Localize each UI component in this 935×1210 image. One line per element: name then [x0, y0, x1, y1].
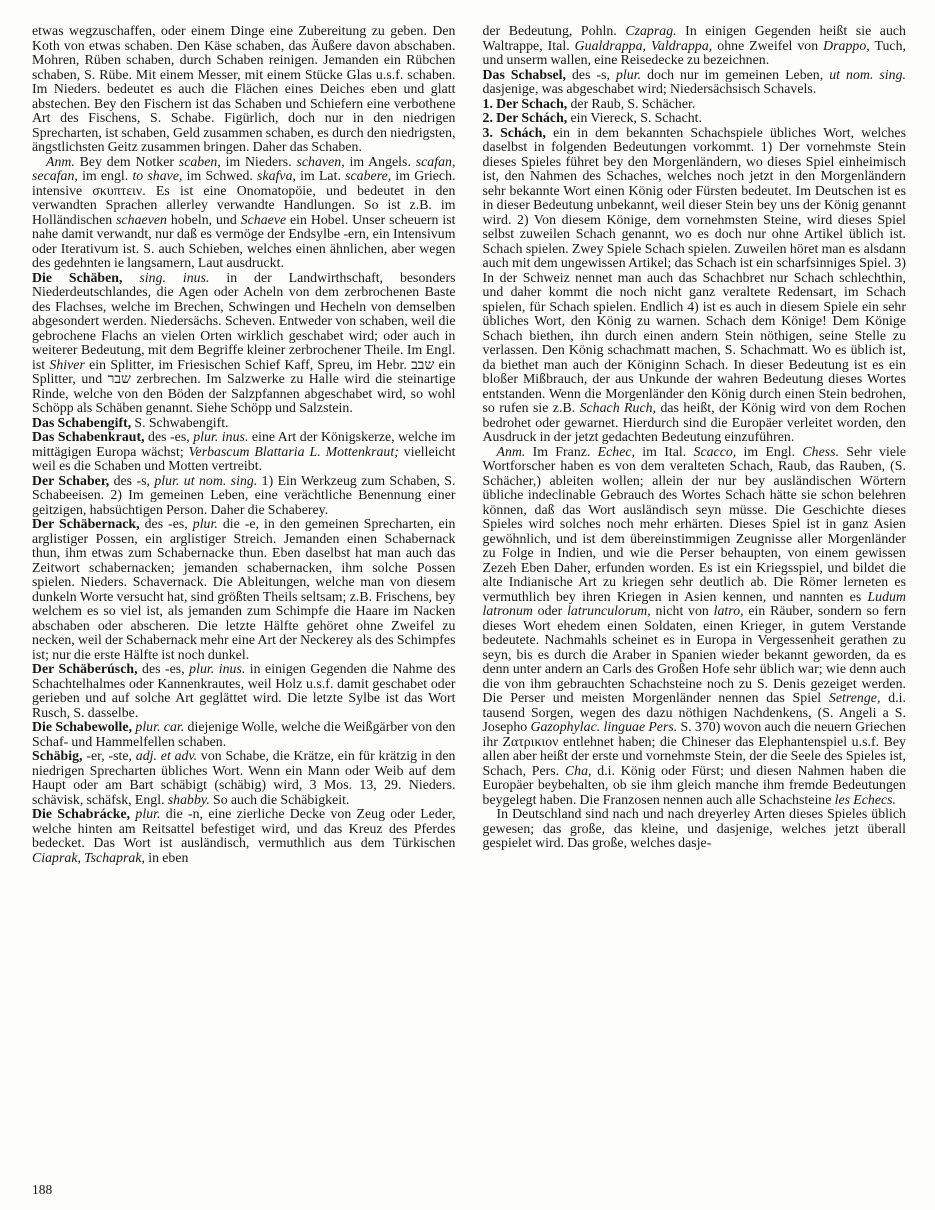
foreign-term: Ludum latronum	[482, 588, 906, 618]
foreign-term: Schach Ruch,	[579, 400, 657, 415]
paragraph: Der Schäberúsch, des -es, plur. inus. in einigen Gegenden die Nahme des Schachtelhalmes oder Kannenkrautes, weil Holz u.s.f. damit geschabet oder gerieben und auf solche Art geglättet wird. Die letzte Sylbe ist das Wort Rusch, S. dasselbe.	[32, 661, 456, 720]
foreign-term: plur. inus.	[193, 429, 249, 444]
foreign-term: Shiver	[49, 356, 85, 372]
paragraph: Der Schaber, des -s, plur. ut nom. sing. 1) Ein Werkzeug zum Schaben, S. Schabeeisen. 2) Im gemeinen Leben, eine verächtliche Benennung einer geitzigen, habsüchtigen Person. Daher die Schaberey.	[32, 472, 456, 517]
foreign-term: latrunculorum,	[567, 603, 651, 618]
paragraph: 1. Der Schach, der Raub, S. Schächer.	[482, 95, 696, 111]
foreign-term: schaeven	[116, 211, 167, 227]
foreign-term: Scacco,	[693, 443, 737, 459]
foreign-term: Ciaprak, Tschaprak,	[32, 849, 146, 865]
paragraph: Anm. Bey dem Notker scaben, im Nieders. schaven, im Angels. scafan, secafan, im engl. to shave, im Schwed. skafva, im Lat. scabere, im Griech. intensive σκυπτειν. Es ist eine Onomatopöie, und bedeutet in den verwandten Sprachen allerley verwandte Handlungen. So ist z.B. im Holländischen schaeven hobeln, und Schaeve ein Hobel. Unser scheuern ist nahe damit verwandt, nur daß es vermöge der Endsylbe -ern, ein Intensivum oder Iterativum ist. S. auch Schieben, welches einen ähnlichen, aber wegen des gedehnten ie langsamern, Laut ausdruckt.	[32, 153, 456, 270]
entry-headword: Die Schäben,	[32, 269, 123, 285]
paragraph: Das Schabsel, des -s, plur. doch nur im gemeinen Leben, ut nom. sing. dasjenige, was abgeschabet wird; Niedersächsisch Schavels.	[482, 66, 906, 96]
page-number: 188	[32, 1182, 53, 1197]
entry-headword: 1. Der Schach,	[482, 95, 568, 111]
foreign-term: skafva,	[257, 168, 297, 183]
foreign-term: sing. inus.	[139, 269, 210, 285]
paragraph: 3. Schách, ein in dem bekannten Schachspiele übliches Wort, welches daselbst in folgenden Bedeutungen vorkommt. 1) Der vornehmste Stein dieses Spieles führet bey den Morgenländern, wo dieses Spiel einheimisch ist, den Nahmen des Schaches, welches noch jetzt in den Morgenländern sehr bekannte Wort einen König oder Fürsten bedeutet. Im Deutschen ist es in dieser Bedeutung unbekannt, weil dieser Stein bey uns der König genannt wird. 2) Von diesem Könige, dem vornehmsten Steine, wird dieses Spiel selbst zuweilen Schach genannt, wo es doch nur ohne Artikel üblich ist. Schach spielen. Zwey Spiele Schach spielen. Zuweilen höret man es alsdann auch mit dem ungewissen Artikel; das Schach ist ein scharfsinniges Spiel. 3) In der Schweiz nennet man auch das Schachbret nur Schach schlechthin, und daher kommt die noch nicht ganz veraltete Redensart, im Schach spielen, für Schach spielen. Endlich 4) ist es auch in diesem Spiele ein sehr übliches Wort, den König zu warnen. Schach dem Könige! Dem Könige Schach biethen, ihn durch einen andern Stein nöthigen, seine Stelle zu verlassen. Den König schachmatt machen, S. Schachmatt. Wo es üblich ist, da biethet man auch der Königinn Schach. In dieser Bedeutung ist es ein bloßer Mißbrauch, der aus Unkunde der wahren Bedeutung dieses Wortes entstanden. Wenn die Morgenländer den König durch einen Stein bedrohen, so rufen sie z.B. Schach Ruch, das heißt, der König wird von dem Rochen bedrohet oder gewarnet. Hierdurch sind die Europäer verleitet worden, den Ausdruck in der jetzt gedachten Bedeutung einzuführen.	[482, 124, 906, 444]
paragraph: Die Schäben, sing. inus. in der Landwirthschaft, besonders Niederdeutschlandes, die Agen oder Acheln von dem zerbrochenen Baste des Flachses, welche im Brechen, Schwingen und Hecheln von demselben abgesondert werden. Niedersächs. Scheven. Entweder von schaben, weil die gebrochene Flachs an vielen Orten wirklich geschabet wird; oder auch in weiterer Bedeutung, mit dem Begriffe kleiner zerbrochener Theile. Im Engl. ist Shiver ein Splitter, im Friesischen Schief Kaff, Spreu, im Hebr. שבב ein Splitter, und שבר zerbrechen. Im Salzwerke zu Halle wird die steinartige Rinde, welche von den Böden der Salzpfannen abgeschabet wird, so wohl Schöpp als Schäben genannt. Siehe Schöpp und Salzstein.	[32, 269, 456, 415]
paragraph: In Deutschland sind nach und nach dreyerley Arten dieses Spieles üblich gewesen; das große, das kleine, und dasjenige, welches jetzt überall gespielet wird. Das große, welches dasje-	[482, 806, 906, 850]
paragraph: der Bedeutung, Pohln. Czaprag. In einigen Gegenden heißt sie auch Waltrappe, Ital. Gualdrappa, Valdrappa, ohne Zweifel von Drappo, Tuch, und unserm wallen, eine Reisedecke zu bezeichnen.	[482, 23, 907, 67]
foreign-term: Verbascum Blattaria L. Mottenkraut;	[188, 443, 399, 459]
foreign-term: scabere,	[345, 168, 392, 183]
foreign-term: plur.	[192, 516, 218, 531]
entry-headword: Schäbig,	[32, 748, 83, 763]
paragraph: Die Schabewolle, plur. car. diejenige Wolle, welche die Weißgärber von den Schaf- und Hammelfellen schaben.	[32, 719, 456, 749]
right-column	[483, 24, 907, 865]
entry-headword: Der Schäberúsch,	[32, 661, 138, 676]
paragraph: Der Schäbernack, des -es, plur. die -e, in den gemeinen Sprecharten, ein arglistiger Possen, ein arglistiger Streich. Jemanden einen Schabernack thun, ihm etwas zum Schabernacke thun. Eben daselbst hat man auch das Zeitwort schabernacken; jemanden schabernacken, ihm solche Possen spielen. Nieders. Schavernack. Die Ableitungen, welche man von diesem dunkeln Worte versucht hat, sind größten Theils seltsam; z.B. Frischens, bey welchem es so viel ist, als jemanden zum Schimpfe die Haare im Nacken abschaben oder abscheren. Die letzte Hälfte gehöret ohne Zweifel zu necken, weil der Schabernack mehr eine Art der Neckerey als des Schimpfes ist; nur die erste Hälfte ist noch dunkel.	[32, 516, 456, 662]
foreign-term: scafan, secafan,	[32, 153, 456, 183]
foreign-term: Setrenge,	[828, 690, 881, 705]
foreign-term: schaven,	[296, 153, 345, 169]
foreign-term: adj. et adv.	[135, 748, 198, 763]
paragraph: Schäbig, -er, -ste, adj. et adv. von Schabe, die Krätze, ein für krätzig in den niedrigen Sprecharten übliches Wort. Wenn ein Mann oder Weib auf dem Haupt oder am Bart schäbigt (schäbig) wird, 3 Mos. 13, 29. Nieders. schävisk, schäfsk, Engl. shabby. So auch die Schäbigkeit.	[32, 748, 456, 807]
foreign-term: plur.	[135, 806, 161, 821]
entry-headword: Das Schabsel,	[482, 66, 567, 82]
foreign-term: Gazophylac. linguae Pers.	[530, 719, 678, 734]
paragraph: 2. Der Schách, ein Viereck, S. Schacht.	[482, 110, 703, 125]
left-column	[32, 24, 456, 865]
entry-headword: Der Schäbernack,	[32, 516, 140, 531]
foreign-term: latro,	[713, 603, 744, 618]
paragraph: Das Schabengift, S. Schwabengift.	[32, 414, 229, 430]
entry-headword: Die Schabrácke,	[32, 806, 131, 821]
paragraph: Das Schabenkraut, des -es, plur. inus. eine Art der Königskerze, welche im mittägigen Europa wächst; Verbascum Blattaria L. Mottenkraut; vielleicht weil es die Schaben und Motten vertreibt.	[32, 429, 456, 473]
foreign-term: Anm.	[496, 443, 526, 459]
foreign-term: ut nom. sing.	[829, 66, 906, 82]
foreign-term: Chess.	[802, 443, 840, 459]
entry-headword: Der Schaber,	[32, 472, 110, 488]
entry-headword: Die Schabewolle,	[32, 719, 133, 734]
entry-headword: 2. Der Schách,	[482, 110, 568, 125]
foreign-term: plur. car.	[135, 719, 185, 734]
entry-headword: Das Schabengift,	[32, 414, 132, 430]
foreign-term: Schaeve	[240, 211, 287, 227]
foreign-term: plur.	[615, 66, 642, 82]
foreign-term: plur. ut nom. sing.	[154, 472, 258, 488]
entry-headword: 3. Schách,	[482, 124, 546, 140]
foreign-term: Anm.	[46, 153, 75, 169]
foreign-term: Gualdrappa, Valdrappa,	[574, 37, 713, 53]
paragraph: Die Schabrácke, plur. die -n, eine zierliche Decke von Zeug oder Leder, welche hinten am Reitsattel befestiget wird, und das Kreuz des Pferdes bedecket. Das Wort ist ausländisch, vermuthlich aus dem Türkischen Ciaprak, Tschaprak, in eben	[32, 806, 456, 865]
paragraph: Anm. Im Franz. Echec, im Ital. Scacco, im Engl. Chess. Sehr viele Wortforscher haben es von dem veralteten Schach, Raub, das Rauben, (S. Schächer,) ableiten wollen; allein der nur bey ausländischen Wörtern übliche indeclinable Gebrauch des Wortes Schach hätte sie schon belehren können, daß das Wort ausländisch seyn müsse. Die Geschichte dieses Spieles wird solches noch mehr erhärten. Dieses Spiel ist in ganz Asien gewöhnlich, und ist dem übereinstimmigen Zeugnisse aller Morgenländer zu Folge in Indien, und wie die Perser behaupten, von einem gewissen Zezeh Eben Daher, erfunden worden. Es ist ein Kriegsspiel, und bildet die alte Indianische Art zu kriegen sehr deutlich ab. Die Römer lerneten es vermuthlich bey ihren Kriegen in Asien kennen, und nannten es Ludum latronum oder latrunculorum, nicht von latro, ein Räuber, sondern so fern dieses Wort ehedem einen Soldaten, einen Krieger, in gutem Verstande bedeutete. Nachmahls scheinet es in Europa in Vergessenheit gerathen zu seyn, bis es durch die Araber in Spanien wieder bekannt geworden, da es denn unter andern an Carls des Großen Hofe sehr üblich war; wie denn auch die von ihm gebrauchten Schachsteine noch zu S. Denis gezeiget werden. Die Perser und meisten Morgenländer nennen das Spiel Setrenge, d.i. tausend Sorgen, wegen des dazu nöthigen Nachdenkens, (S. Angeli a S. Josepho Gazophylac. linguae Pers. S. 370) wovon auch die neuern Griechen ihr Ζατρικιον entlehnet haben; die Chineser das Elephantenspiel u.s.f. Bey allen aber heißt der erste und vornehmste Stein, der die Seele des Spieles ist, Schach, Pers. Cha, d.i. König oder Fürst; und diesen Nahmen haben die Europäer beybehalten, ob sie ihm gleich manche ihm fremde Bedeutungen beygelegt haben. Die Franzosen nennen auch alle Schachsteine les Echecs.	[482, 443, 907, 807]
foreign-term: Drappo,	[823, 37, 870, 53]
foreign-term: Cha,	[564, 762, 592, 778]
foreign-term: plur. inus.	[189, 661, 246, 676]
foreign-term: Czaprag.	[625, 23, 677, 38]
foreign-term: Echec,	[597, 443, 636, 459]
foreign-term: les Echecs.	[834, 791, 897, 807]
foreign-term: scaben,	[178, 153, 221, 169]
entry-headword: Das Schabenkraut,	[32, 429, 145, 444]
foreign-term: shabby.	[167, 791, 210, 807]
paragraph: etwas wegzuschaffen, oder einem Dinge eine Zubereitung zu geben. Den Koth von etwas schaben. Den Käse schaben, das Äußere davon abschaben. Mohren, Rüben schaben, durch Schaben reinigen. Jemanden ein Rübchen schaben, S. Rübe. Mit einem Messer, mit einem Stücke Glas u.s.f. schaben. Im Nieders. bedeutet es auch die Flächen eines Deiches eben und glatt abstechen. Bey den Fischern ist das Schaben und Schiefern eine verbothene Art des Fischens, S. Schabe. Figürlich, doch nur in den niedrigen Sprecharten, ist schaben, Geld zusammen schaben, es durch den niedrigsten, ängstlichsten Geitz zusammen bringen. Daher das Schaben.	[32, 23, 456, 154]
foreign-term: to shave,	[132, 168, 183, 183]
